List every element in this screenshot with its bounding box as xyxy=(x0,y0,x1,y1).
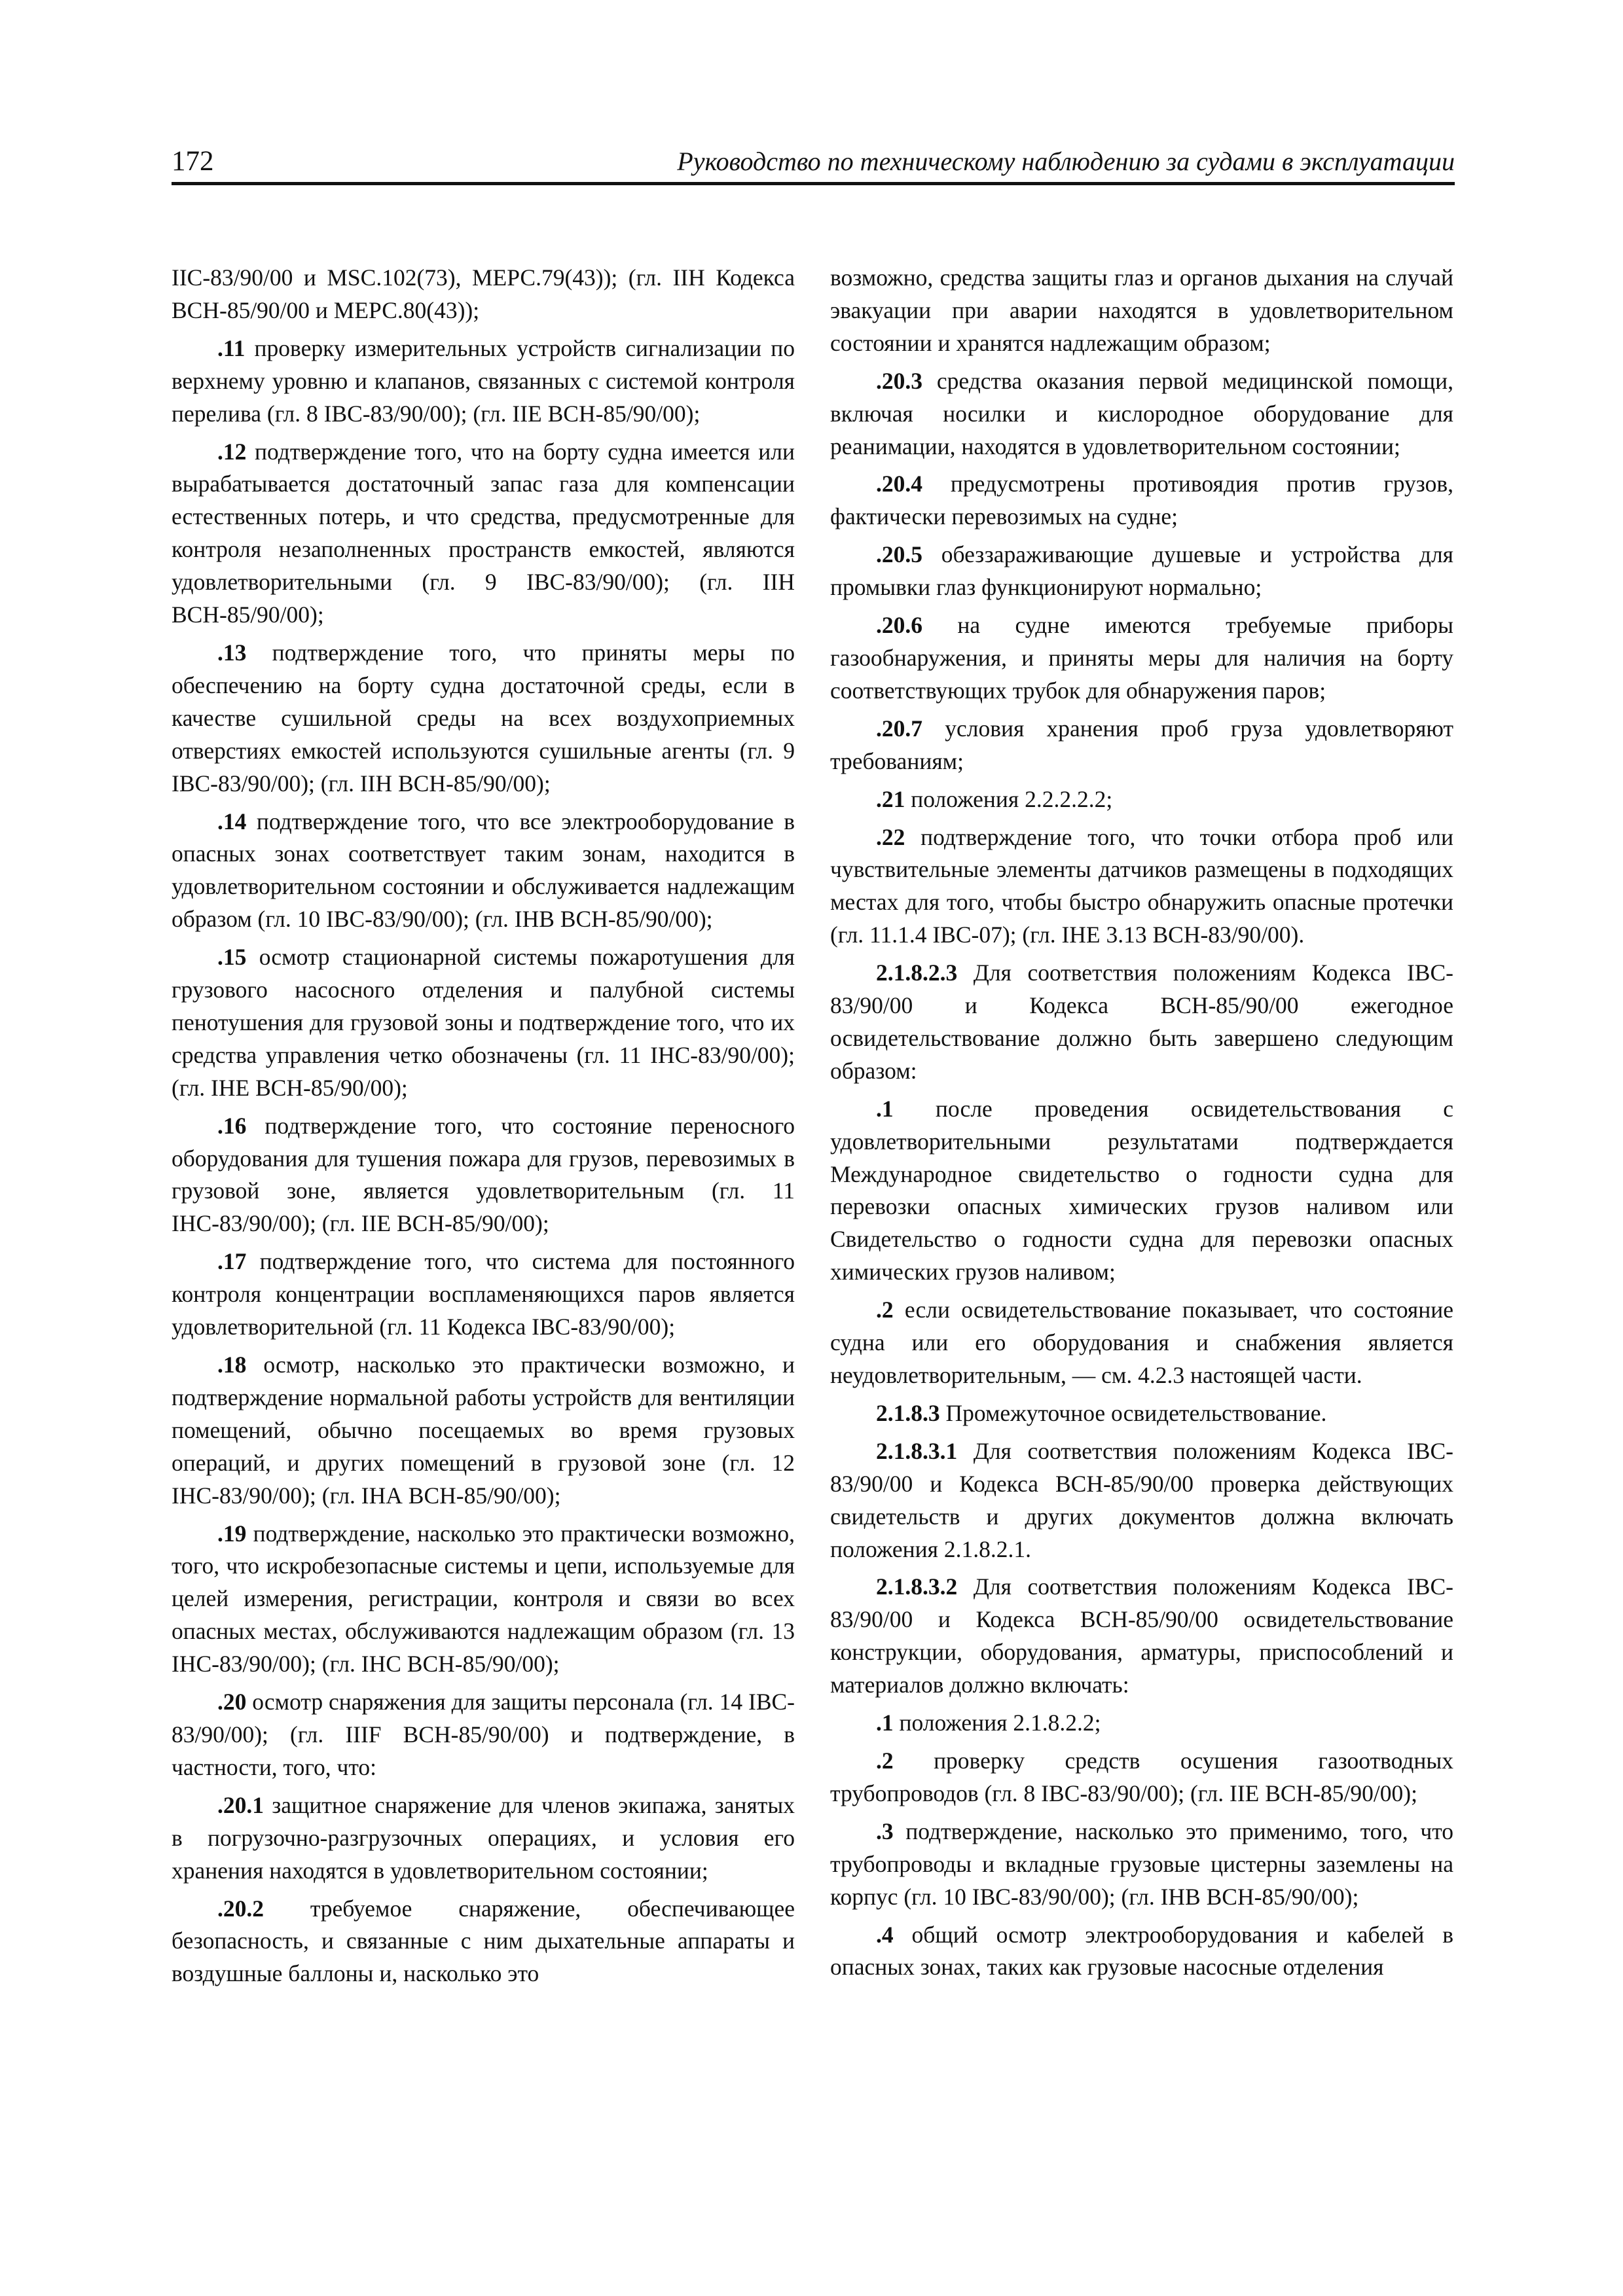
paragraph-text: требуемое снаряжение, обеспечивающее безопасность, и связанные с ним дыхательные аппараты и воздушные баллоны и, насколько это xyxy=(172,1895,795,1987)
paragraph xyxy=(830,1571,1453,1702)
paragraph-number: .20.7 xyxy=(876,715,922,742)
paragraph xyxy=(172,1518,795,1681)
paragraph-number: .20.5 xyxy=(876,541,922,568)
page-number: 172 xyxy=(172,146,214,177)
paragraph-number: 2.1.8.3.1 xyxy=(876,1437,958,1464)
paragraph xyxy=(830,1919,1453,1984)
paragraph-text: подтверждение того, что состояние переносного оборудования для тушения пожара для грузов, перевозимых в грузовой зоне, является удовлетворительным (гл. 11 IНС-83/90/00); (гл. IIЕ ВСН-85/90/00); xyxy=(172,1112,795,1237)
paragraph-text: возможно, средства защиты глаз и органов дыхания на случай эвакуации при аварии находятся в удовлетворительном состоянии и хранятся надлежащим образом; xyxy=(830,264,1453,356)
page-header xyxy=(172,143,1455,185)
paragraph-number: .20.4 xyxy=(876,471,922,497)
paragraph-text: Для соответствия положениям Кодекса IBC-83/90/00 и Кодекса ВСН-85/90/00 ежегодное освидетельствование должно быть завершено следующим образом: xyxy=(830,960,1453,1084)
paragraph-text: подтверждение, насколько это применимо, того, что трубопроводы и вкладные грузовые цистерны заземлены на корпус (гл. 10 IBC-83/90/00); (гл. IНВ ВСН-85/90/00); xyxy=(830,1818,1453,1910)
paragraph-text: подтверждение того, что все электрооборудование в опасных зонах соответствует таким зонам, находится в удовлетворительном состоянии и обслуживается надлежащим образом (гл. 10 IBC-83/90/00); (гл. IНВ ВСН-85/90/00); xyxy=(172,808,795,933)
paragraph-text: подтверждение того, что приняты меры по обеспечению на борту судна достаточной среды, если в качестве сушильной среды на всех воздухоприемных отверстиях емкостей используются сушильные агенты (гл. 9 IBC-83/90/00); (гл. IIН ВСН-85/90/00); xyxy=(172,639,795,797)
paragraph-number: .14 xyxy=(217,808,247,834)
running-title: Руководство по техническому наблюдению за судами в эксплуатации xyxy=(677,147,1455,176)
paragraph-text: подтверждение того, что система для постоянного контроля концентрации воспламеняющихся паров является удовлетворительной (гл. 11 Кодекса IBC-83/90/00); xyxy=(172,1248,795,1340)
paragraph-text: IIС-83/90/00 и MSC.102(73), МЕРС.79(43)); (гл. IIН Кодекса ВСН-85/90/00 и МЕРС.80(43)); xyxy=(172,264,795,323)
paragraph-text: проверку измерительных устройств сигнализации по верхнему уровню и клапанов, связанных с системой контроля перелива (гл. 8 IBC-83/90/00); (гл. IIЕ ВСН-85/90/00); xyxy=(172,334,795,427)
paragraph-text: подтверждение, насколько это практически возможно, того, что искробезопасные системы и цепи, используемые для целей измерения, регистрации, контроля и связи во всех опасных местах, обслуживаются надлежащим образом (гл. 13 IНС-83/90/00); (гл. IНС ВСН-85/90/00); xyxy=(172,1520,795,1677)
paragraph xyxy=(172,1349,795,1513)
paragraph-text: подтверждение того, что точки отбора проб или чувствительные элементы датчиков размещены в подходящих местах для того, чтобы быстро обнаружить опасные протечки (гл. 11.1.4 IBC-07); (гл. IНЕ 3.13 ВСН-83/90/00). xyxy=(830,823,1453,948)
paragraph xyxy=(830,713,1453,778)
paragraph-number: .20.3 xyxy=(876,367,922,394)
paragraph-number: .20 xyxy=(217,1689,247,1715)
paragraph-text: положения 2.1.8.2.2; xyxy=(893,1710,1101,1736)
paragraph-number: 2.1.8.3 xyxy=(876,1399,940,1426)
paragraph-number: .17 xyxy=(217,1248,247,1275)
paragraph-text: осмотр снаряжения для защиты персонала (гл. 14 IBC-83/90/00); (гл. IIIF ВСН-85/90/00) и подтверждение, в частности, того, что: xyxy=(172,1689,795,1780)
paragraph-text: на судне имеются требуемые приборы газообнаружения, и приняты меры для наличия на борту соответствующих трубок для обнаружения паров; xyxy=(830,612,1453,704)
paragraph-text: защитное снаряжение для членов экипажа, занятых в погрузочно-разгрузочных операциях, и условия его хранения находятся в удовлетворительном состоянии; xyxy=(172,1791,795,1884)
paragraph-number: .16 xyxy=(217,1112,247,1139)
paragraph-text: осмотр стационарной системы пожаротушения для грузового насосного отделения и палубной системы пенотушения для грузовой зоны и подтверждение того, что их средства управления четко обозначены (гл. 11 IНС-83/90/00); (гл. IНЕ ВСН-85/90/00); xyxy=(172,944,795,1101)
paragraph-number: 2.1.8.3.2 xyxy=(876,1573,958,1600)
paragraph-number: .2 xyxy=(876,1297,894,1323)
paragraph-number: 2.1.8.2.3 xyxy=(876,960,958,986)
paragraph xyxy=(830,1397,1453,1430)
paragraph-number: .13 xyxy=(217,639,247,666)
paragraph xyxy=(830,365,1453,463)
paragraph xyxy=(172,637,795,800)
paragraph xyxy=(172,1686,795,1784)
paragraph xyxy=(830,957,1453,1088)
paragraph xyxy=(172,806,795,937)
paragraph-text: осмотр, насколько это практически возможно, и подтверждение нормальной работы устройств для вентиляции помещений, обычно посещаемых во время грузовых операций, и других помещений в грузовой зоне (гл. 12 IНС-83/90/00); (гл. IНА ВСН-85/90/00); xyxy=(172,1352,795,1509)
paragraph xyxy=(830,1093,1453,1289)
paragraph-number: .3 xyxy=(876,1818,894,1844)
paragraph-text: если освидетельствование показывает, что состояние судна или его оборудования и снабжения является неудовлетворительным, — см. 4.2.3 настоящей части. xyxy=(830,1297,1453,1388)
paragraph xyxy=(830,1435,1453,1566)
paragraph-number: .18 xyxy=(217,1352,247,1378)
paragraph xyxy=(172,1893,795,1991)
paragraph-number: .15 xyxy=(217,944,247,971)
paragraph-number: .2 xyxy=(876,1747,894,1774)
paragraph xyxy=(830,609,1453,708)
paragraph xyxy=(172,941,795,1105)
paragraph-text: обеззараживающие душевые и устройства для промывки глаз функционируют нормально; xyxy=(830,541,1453,601)
paragraph xyxy=(830,821,1453,952)
left-column xyxy=(172,262,795,2147)
paragraph xyxy=(830,1816,1453,1914)
paragraph-text: Промежуточное освидетельствование. xyxy=(939,1399,1327,1426)
paragraph-number: .1 xyxy=(876,1095,894,1122)
paragraph-text: проверку средств осушения газоотводных трубопроводов (гл. 8 IBC-83/90/00); (гл. IIЕ ВСН-85/90/00); xyxy=(830,1747,1453,1806)
paragraph-number: .11 xyxy=(217,334,246,361)
paragraph-text: Для соответствия положениям Кодекса IBC-83/90/00 и Кодекса ВСН-85/90/00 освидетельствование конструкции, оборудования, арматуры, приспособлений и материалов должно включать: xyxy=(830,1573,1453,1698)
paragraph xyxy=(830,539,1453,604)
paragraph xyxy=(172,436,795,632)
right-column xyxy=(830,262,1453,2147)
paragraph xyxy=(172,262,795,327)
paragraph-text: после проведения освидетельствования с удовлетворительными результатами подтверждается Международное свидетельство о годности судна для перевозки опасных химических грузов наливом или Свидетельство о годности судна для перевозки опасных химических грузов наливом; xyxy=(830,1095,1453,1285)
paragraph xyxy=(830,1294,1453,1392)
paragraph xyxy=(830,783,1453,816)
paragraph-number: .20.6 xyxy=(876,612,922,639)
paragraph xyxy=(830,262,1453,360)
paragraph xyxy=(830,1745,1453,1810)
paragraph xyxy=(172,332,795,431)
paragraph-text: условия хранения проб груза удовлетворяют требованиям; xyxy=(830,715,1453,774)
paragraph xyxy=(830,1707,1453,1740)
paragraph-number: .12 xyxy=(217,438,247,465)
paragraph-number: .4 xyxy=(876,1921,894,1948)
paragraph-text: общий осмотр электрооборудования и кабелей в опасных зонах, таких как грузовые насосные отделения xyxy=(830,1921,1453,1981)
paragraph-number: .19 xyxy=(217,1520,247,1547)
paragraph-number: .22 xyxy=(876,823,905,850)
paragraph xyxy=(172,1246,795,1344)
paragraph-number: .20.1 xyxy=(217,1791,264,1818)
paragraph xyxy=(172,1110,795,1241)
paragraph xyxy=(830,468,1453,533)
paragraph-number: .20.2 xyxy=(217,1895,264,1922)
paragraph-number: .1 xyxy=(876,1710,894,1736)
paragraph-text: предусмотрены противоядия против грузов, фактически перевозимых на судне; xyxy=(830,471,1453,530)
paragraph-text: подтверждение того, что на борту судна имеется или вырабатывается достаточный запас газа для компенсации естественных потерь, и что средства, предусмотренные для контроля незаполненных пространств емкостей, являются удовлетворительными (гл. 9 IBC-83/90/00); (гл. IIН ВСН-85/90/00); xyxy=(172,438,795,628)
paragraph-text: положения 2.2.2.2.2; xyxy=(905,785,1113,812)
paragraph xyxy=(172,1789,795,1888)
paragraph-text: средства оказания первой медицинской помощи, включая носилки и кислородное оборудование для реанимации, находятся в удовлетворительном состоянии; xyxy=(830,367,1453,459)
paragraph-number: .21 xyxy=(876,785,905,812)
paragraph-text: Для соответствия положениям Кодекса IBC-83/90/00 и Кодекса ВСН-85/90/00 проверка действующих свидетельств и других документов должна включать положения 2.1.8.2.1. xyxy=(830,1437,1453,1562)
